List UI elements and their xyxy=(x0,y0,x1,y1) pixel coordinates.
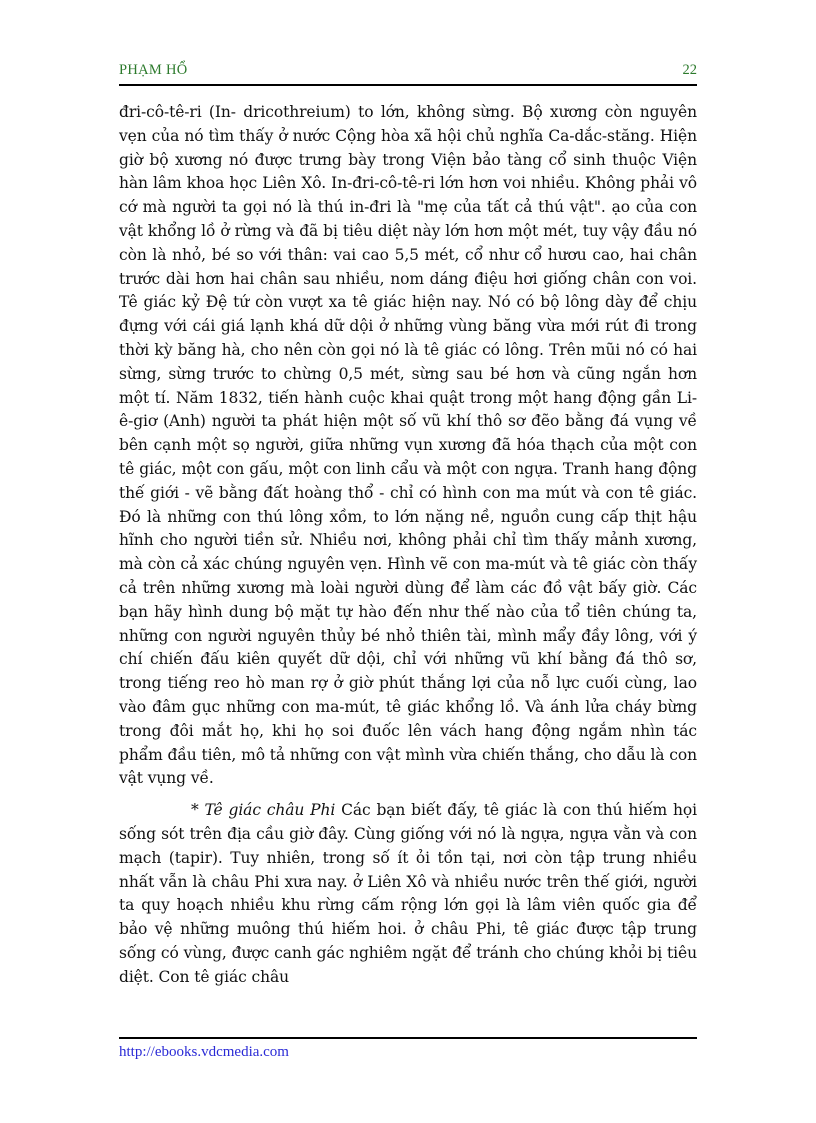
page-number: 22 xyxy=(682,62,697,78)
body-paragraph-1: đri-cô-tê-ri (In- dricothreium) to lớn, không sừng. Bộ xương còn nguyên vẹn của nó tìm thấy ở nước Cộng hòa xã hội chủ nghĩa Ca-dắc-stăng. Hiện giờ bộ xương nó được trưng bày trong Viện bảo tàng cổ sinh thuộc Viện hàn lâm khoa học Liên Xô. In-đri-cô-tê-ri lớn hơn voi nhiều. Không phải vô cớ mà người ta gọi nó là thú in-đri là "mẹ của tất cả thú vật". ạo của con vật khổng lồ ở rừng và đã bị tiêu diệt này lớn hơn một mét, tuy vậy đầu nó còn là nhỏ, bé so với thân: vai cao 5,5 mét, cổ như cổ hươu cao, hai chân trước dài hơn hai chân sau nhiều, nom dáng điệu hơi giống chân con voi. Tê giác kỷ Đệ tứ còn vượt xa tê giác hiện nay. Nó có bộ lông dày để chịu đựng với cái giá lạnh khá dữ dội ở những vùng băng vừa mới rút đi trong thời kỳ băng hà, cho nên còn gọi nó là tê giác có lông. Trên mũi nó có hai sừng, sừng trước to chừng 0,5 mét, sừng sau bé hơn và cũng ngắn hơn một tí. Năm 1832, tiến hành cuộc khai quật trong một hang động gần Li-ê-giơ (Anh) người ta phát hiện một số vũ khí thô sơ đẽo bằng đá vụng về bên cạnh một sọ người, giữa những vụn xương đã hóa thạch của một con tê giác, một con gấu, một con linh cẩu và một con ngựa. Tranh hang động thế giới - vẽ bằng đất hoàng thổ - chỉ có hình con ma mút và con tê giác. Đó là những con thú lông xồm, to lớn nặng nề, nguồn cung cấp thịt hậu hĩnh cho người tiền sử. Nhiều nơi, không phải chỉ tìm thấy mảnh xương, mà còn cả xác chúng nguyên vẹn. Hình vẽ con ma-mút và tê giác còn thấy cả trên những xương mà loài người dùng để làm các đồ vật bấy giờ. Các bạn hãy hình dung bộ mặt tự hào đến như thế nào của tổ tiên chúng ta, những con người nguyên thủy bé nhỏ thiên tài, mình mẩy đầy lông, với ý chí chiến đấu kiên quyết dữ dội, chỉ với những vũ khí bằng đá thô sơ, trong tiếng reo hò man rợ ở giờ phút thắng lợi của nỗ lực cuối cùng, lao vào đâm gục những con ma-mút, tê giác khổng lồ. Và ánh lửa cháy bừng trong đôi mắt họ, khi họ soi đuốc lên vách hang động ngắm nhìn tác phẩm đầu tiên, mô tả những con vật mình vừa chiến thắng, cho dẫu là con vật vụng về. xyxy=(119,103,697,788)
section-lead: * Tê giác châu Phi xyxy=(191,801,336,820)
page-footer xyxy=(119,1037,697,1069)
page-header xyxy=(119,60,697,86)
header-author: PHẠM HỔ xyxy=(119,62,188,78)
body-paragraph-2-text: Các bạn biết đấy, tê giác là con thú hiếm họi sống sót trên địa cầu giờ đây. Cùng giống với nó là ngựa, ngựa vằn và con mạch (tapir). Tuy nhiên, trong số ít ỏi tồn tại, nơi còn tập trung nhiều nhất vẫn là châu Phi xưa nay. ở Liên Xô và nhiều nước trên thế giới, người ta quy hoạch nhiều khu rừng cấm rộng lớn gọi là lâm viên quốc gia để bảo vệ những muông thú hiếm hoi. ở châu Phi, tê giác được tập trung sống có vùng, được canh gác nghiêm ngặt để tránh cho chúng khỏi bị tiêu diệt. Con tê giác châu xyxy=(119,801,697,986)
footer-link[interactable]: http://ebooks.vdcmedia.com xyxy=(119,1044,289,1060)
body-paragraph-2 xyxy=(119,799,697,989)
page-body xyxy=(119,101,697,989)
